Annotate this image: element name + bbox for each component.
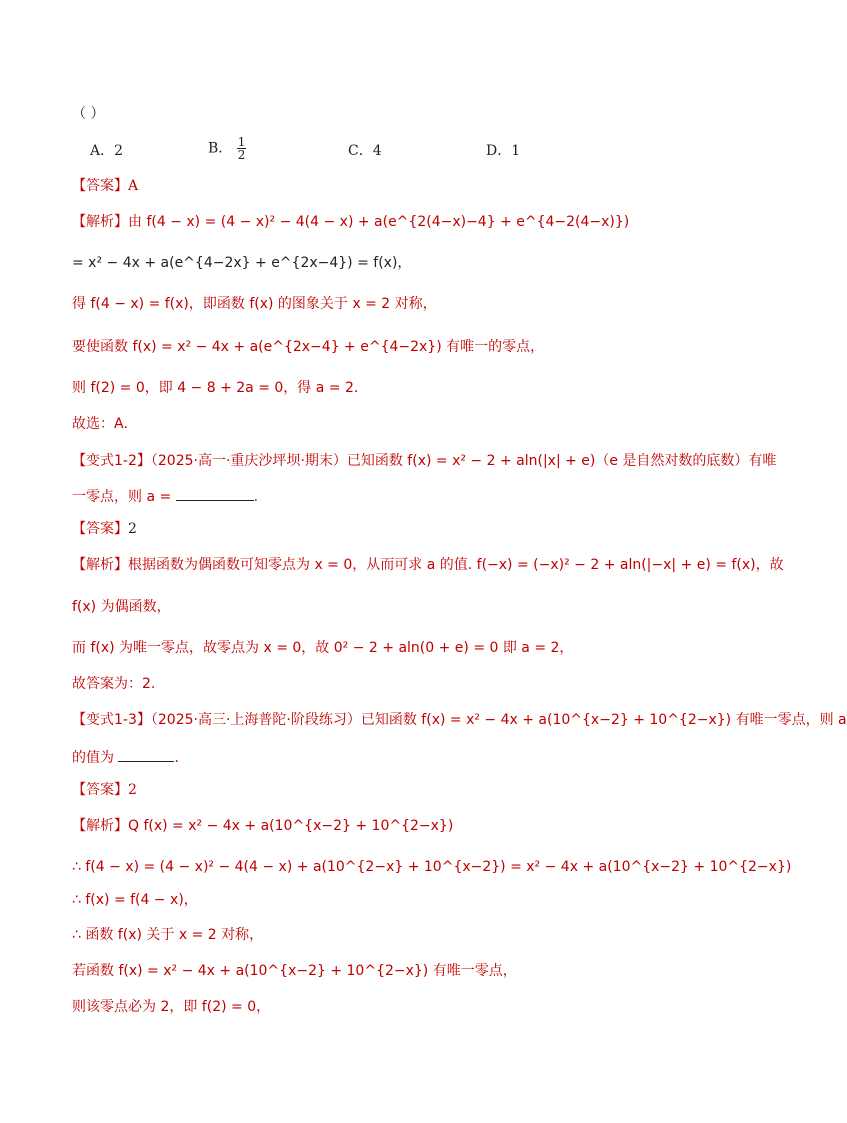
answer-tag: 【答案】 [72,178,128,194]
option-a: A．2 [90,143,124,159]
option-c: C．4 [348,143,382,159]
question-source: （2025·高一·重庆沙坪坝·期末） [150,453,347,469]
question-paren: （ ） [72,106,105,122]
answer-line-2 [72,519,137,539]
option-b: B． $\frac{1}{2}$ [208,135,246,162]
answer-value: A [128,178,139,194]
analysis-line: 则该零点必为 2，即 f(2) = 0， [72,999,271,1015]
question-stem-line2: 一零点，则 a = . [72,486,258,507]
answer-value: 2 [128,521,137,537]
answer-blank [118,747,174,762]
answer-blank [176,486,254,501]
answer-tag: 【答案】 [72,782,128,798]
variant-tag: 【变式1-2】 [72,453,151,469]
analysis-tag: 【解析】 [72,557,128,573]
analysis-line: 【解析】根据函数为偶函数可知零点为 x = 0，从而可求 a 的值. f(−x) = (−x)² − 2 + aln(|−x| + e) = f(x)，故 [72,557,784,573]
analysis-tag: 【解析】 [72,214,128,230]
analysis-line: ∴ 函数 f(x) 关于 x = 2 对称， [72,927,264,943]
question-stem: 【变式1-2】（2025·高一·重庆沙坪坝·期末）已知函数 f(x) = x² − 2 + aln(|x| + e)（e 是自然对数的底数）有唯 [72,453,777,469]
question-stem-line2: 的值为 ． [72,747,188,768]
analysis-line: 【解析】Q f(x) = x² − 4x + a(10^{x−2} + 10^{2−x}) [72,818,454,834]
answer-line-1 [72,176,138,196]
answer-tag: 【答案】 [72,521,128,537]
analysis-line: ∴ f(x) = f(4 − x)， [72,892,198,908]
option-d: D．1 [486,143,521,159]
analysis-line: 若函数 f(x) = x² − 4x + a(10^{x−2} + 10^{2−x}) 有唯一零点， [72,963,517,979]
analysis-line: f(x) 为偶函数， [72,599,171,615]
analysis-tag: 【解析】 [72,818,128,834]
analysis-line: 而 f(x) 为唯一零点，故零点为 x = 0，故 0² − 2 + aln(0 + e) = 0 即 a = 2， [72,640,574,656]
analysis-line: 【解析】由 f(4 − x) = (4 − x)² − 4(4 − x) + a(e^{2(4−x)−4} + e^{4−2(4−x)}) [72,214,630,230]
analysis-line: = x² − 4x + a(e^{4−2x} + e^{2x−4}) = f(x)， [72,255,412,271]
fraction-one-half: $\frac{1}{2}$ [237,135,246,162]
question-stem: 【变式1-3】（2025·高三·上海普陀·阶段练习）已知函数 f(x) = x² − 4x + a(10^{x−2} + 10^{2−x}) 有唯一零点，则 a [72,712,847,728]
variant-tag: 【变式1-3】 [72,712,151,728]
analysis-line: 得 f(4 − x) = f(x)，即函数 f(x) 的图象关于 x = 2 对称， [72,296,437,312]
question-source: （2025·高三·上海普陀·阶段练习） [150,712,361,728]
analysis-line: 要使函数 f(x) = x² − 4x + a(e^{2x−4} + e^{4−2x}) 有唯一的零点， [72,339,545,355]
analysis-line: 故选：A． [72,416,138,432]
analysis-line: 故答案为：2. [72,676,156,692]
analysis-line: ∴ f(4 − x) = (4 − x)² − 4(4 − x) + a(10^{2−x} + 10^{x−2}) = x² − 4x + a(10^{x−2} + 10^{2−x}) [72,859,792,875]
answer-value: 2 [128,782,137,798]
answer-line-3 [72,780,137,800]
analysis-line: 则 f(2) = 0，即 4 − 8 + 2a = 0，得 a = 2． [72,380,368,396]
